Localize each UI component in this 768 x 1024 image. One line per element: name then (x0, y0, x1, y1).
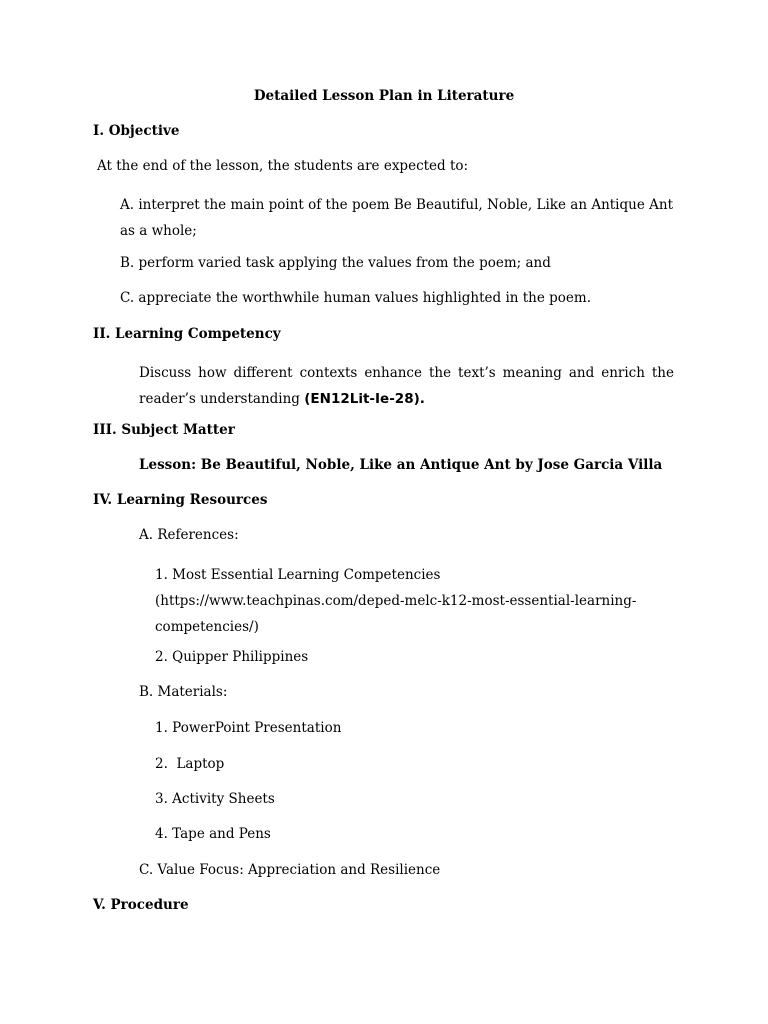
value-focus: C. Value Focus: Appreciation and Resilience (139, 862, 441, 878)
material-item-4: 4. Tape and Pens (155, 826, 271, 842)
competency-code: (EN12Lit-Ie-28). (304, 391, 425, 407)
competency-text: Discuss how different contexts enhance the text’s meaning and enrich the reader’s understanding (139, 365, 674, 407)
subject-matter-lesson: Lesson: Be Beautiful, Noble, Like an Antique Ant by Jose Garcia Villa (139, 457, 663, 473)
reference-item-2: 2. Quipper Philippines (155, 649, 309, 665)
material-item-1: 1. PowerPoint Presentation (155, 720, 342, 736)
document-title: Detailed Lesson Plan in Literature (253, 88, 515, 104)
procedure-heading: V. Procedure (93, 897, 189, 913)
objective-item-b: B. perform varied task applying the values from the poem; and (120, 255, 551, 271)
reference-item-1: 1. Most Essential Learning Competencies (https://www.teachpinas.com/deped-melc-k12-most-essential-learning-competencies/) (155, 567, 637, 635)
materials-label: B. Materials: (139, 684, 228, 700)
objective-item-a: A. interpret the main point of the poem Be Beautiful, Noble, Like an Antique Ant as a whole; (120, 197, 673, 239)
resources-heading: IV. Learning Resources (93, 492, 268, 508)
competency-paragraph (139, 360, 674, 412)
competency-heading: II. Learning Competency (93, 326, 281, 342)
objective-item-c: C. appreciate the worthwhile human values highlighted in the poem. (120, 290, 592, 306)
objective-heading: I. Objective (93, 123, 180, 139)
material-item-2: 2. Laptop (155, 756, 225, 772)
objective-intro: At the end of the lesson, the students are expected to: (97, 158, 469, 174)
references-label: A. References: (139, 527, 239, 543)
subject-matter-heading: III. Subject Matter (93, 422, 235, 438)
material-item-3: 3. Activity Sheets (155, 791, 275, 807)
